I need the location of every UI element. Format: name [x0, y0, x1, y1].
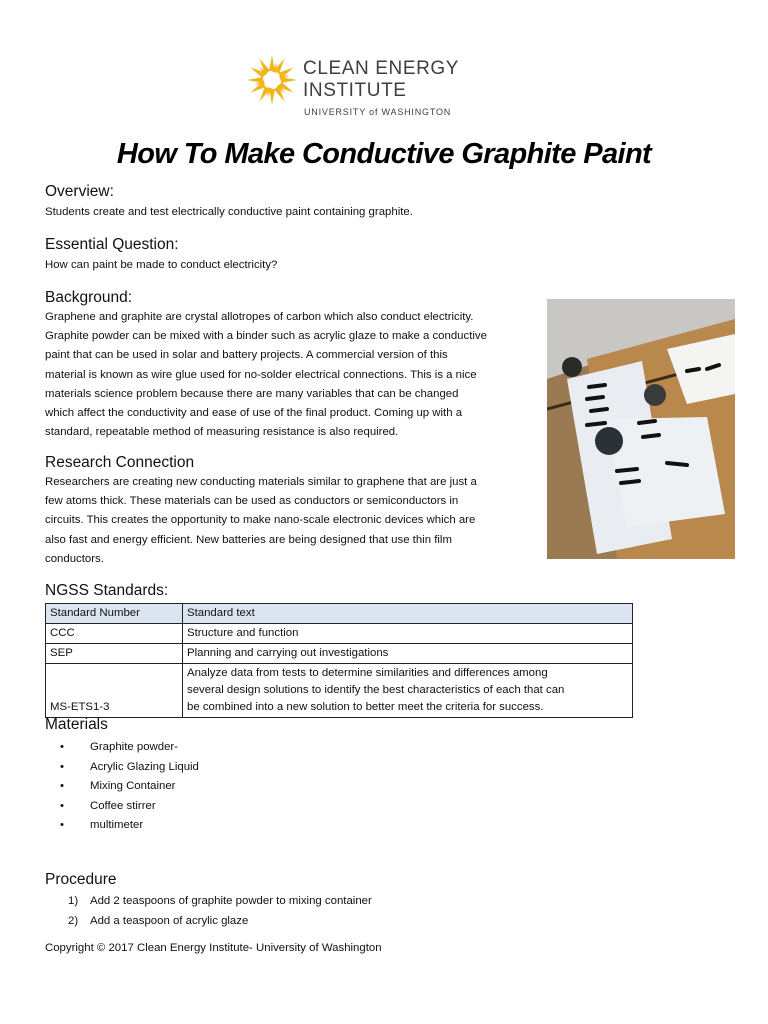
background-line: standard, repeatable method of measuring resistance is also required.	[45, 426, 399, 439]
ngss-heading: NGSS Standards:	[45, 582, 169, 599]
list-item	[60, 816, 199, 836]
background-line: which affect the conductivity and ease of use of the final product. Coming up with a	[45, 407, 463, 420]
table-row	[46, 624, 633, 644]
research-line: conductors.	[45, 552, 104, 565]
standard-text-cell: Planning and carrying out investigations	[183, 644, 633, 664]
column-header-standard-number: Standard Number	[46, 604, 183, 624]
overview-text: Students create and test electrically conductive paint containing graphite.	[45, 206, 413, 218]
standard-text-cell: Structure and function	[183, 624, 633, 644]
step-text: Add 2 teaspoons of graphite powder to mixing container	[90, 895, 372, 907]
essential-question-text: How can paint be made to conduct electricity?	[45, 259, 278, 271]
standard-number-cell: MS-ETS1-3	[46, 664, 183, 718]
procedure-list	[68, 892, 372, 931]
bullet: •	[60, 760, 64, 773]
step-number: 2)	[68, 914, 79, 927]
step-number: 1)	[68, 895, 79, 907]
standard-text-cell	[183, 664, 633, 718]
list-item-text: Coffee stirrer	[90, 799, 156, 812]
bullet: •	[60, 741, 64, 753]
procedure-step	[68, 912, 372, 932]
list-item-text: Graphite powder-	[90, 741, 179, 753]
list-item	[60, 738, 199, 758]
list-item-text: Mixing Container	[90, 780, 176, 792]
copyright-notice: Copyright © 2017 Clean Energy Institute- University of Washington	[45, 942, 382, 954]
standard-text-line: Analyze data from tests to determine similarities and differences among	[187, 667, 548, 679]
standard-number-cell: CCC	[46, 624, 183, 644]
logo-text-university: UNIVERSITY of WASHINGTON	[304, 107, 452, 117]
bullet: •	[60, 799, 64, 812]
bullet: •	[60, 780, 64, 792]
step-text: Add a teaspoon of acrylic glaze	[90, 914, 249, 927]
document-title: How To Make Conductive Graphite Paint	[116, 138, 652, 170]
research-connection-text	[45, 473, 540, 569]
procedure-heading: Procedure	[45, 871, 117, 888]
research-line: Researchers are creating new conducting materials similar to graphene that are just a	[45, 476, 477, 488]
standard-text-line: be combined into a new solution to better meet the criteria for success.	[187, 701, 544, 713]
background-line: materials science problem because there are many variables that can be changed	[45, 387, 459, 400]
table-row	[46, 664, 633, 718]
background-line: paint that can be used in solar and battery projects. A commercial version of this	[45, 349, 448, 362]
research-connection-heading: Research Connection	[45, 454, 195, 471]
research-line: also fast and energy efficient. New batteries are being designed that use thin film	[45, 533, 452, 546]
logo-text-line-1: CLEAN ENERGY	[303, 58, 460, 79]
logo-text-line-2: INSTITUTE	[303, 80, 407, 101]
list-item	[60, 797, 199, 817]
background-text	[45, 308, 540, 442]
list-item-text: multimeter	[90, 819, 144, 831]
column-header-standard-text: Standard text	[183, 604, 633, 624]
research-line: few atoms thick. These materials can be used as conductors or semiconductors in	[45, 495, 459, 508]
standard-number-cell: SEP	[46, 644, 183, 664]
list-item-text: Acrylic Glazing Liquid	[90, 760, 199, 773]
table-header-row	[46, 604, 633, 624]
materials-list	[60, 738, 199, 836]
overview-heading: Overview:	[45, 183, 114, 200]
sunburst-icon	[246, 54, 298, 106]
background-heading: Background:	[45, 289, 133, 306]
materials-heading: Materials	[45, 716, 108, 733]
essential-question-heading: Essential Question:	[45, 236, 179, 253]
background-line: Graphene and graphite are crystal allotropes of carbon which also conduct electricity.	[45, 311, 474, 323]
standard-text-line: several design solutions to identify the best characteristics of each that can	[187, 684, 565, 696]
research-line: circuits. This creates the opportunity to make nano-scale electronic devices which are	[45, 514, 476, 527]
table-row	[46, 644, 633, 664]
ngss-standards-table	[45, 603, 633, 718]
list-item	[60, 758, 199, 778]
background-line: material is known as wire glue used for no-solder electrical connections. This is a nice	[45, 368, 477, 381]
procedure-step	[68, 892, 372, 912]
clean-energy-institute-logo	[246, 52, 486, 122]
background-line: Graphite powder can be mixed with a binder such as acrylic glaze to make a conductive	[45, 330, 487, 343]
graphite-paint-photo	[547, 299, 735, 559]
bullet: •	[60, 819, 64, 831]
list-item	[60, 777, 199, 797]
